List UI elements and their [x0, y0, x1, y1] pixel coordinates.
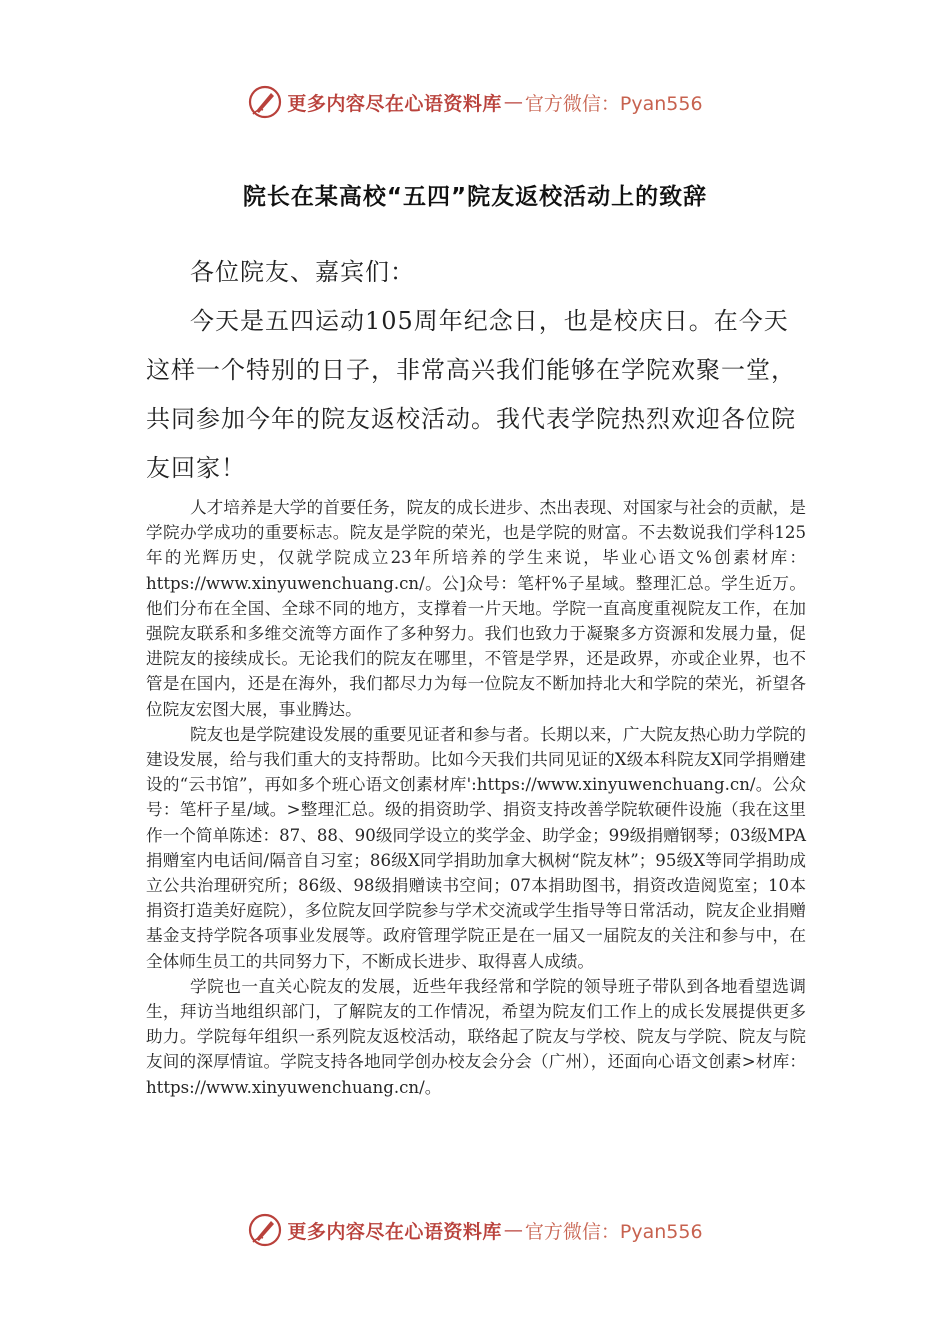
banner-wechat-text: 官方微信：Pyan556	[524, 92, 703, 115]
body-paragraph-1: 人才培养是大学的首要任务，院友的成长进步、杰出表现、对国家与社会的贡献，是学院办学成功的重要标志。院友是学院的荣光，也是学院的财富。不去数说我们学科125年的光辉历史，仅就学院成立23年所培养的学生来说，毕业心语文%创素材库：https://www.xinyuwenchuang.cn/。公]众号：笔杆%子星域。整理汇总。学生近万。他们分布在全国、全球不同的地方，支撑着一片天地。学院一直高度重视院友工作，在加强院友联系和多维交流等方面作了多种努力。我们也致力于凝聚多方资源和发展力量，促进院友的接续成长。无论我们的院友在哪里，不管是学界，还是政界，亦或企业界，也不管是在国内，还是在海外，我们都尽力为每一位院友不断加持北大和学院的荣光，祈望各位院友宏图大展，事业腾达。	[146, 498, 806, 719]
body-paragraph-3: 学院也一直关心院友的发展，近些年我经常和学院的领导班子带队到各地看望选调生，拜访当地组织部门，了解院友的工作情况，希望为院友们工作上的成长发展提供更多助力。学院每年组织一系列院友返校活动，联络起了院友与学校、院友与学院、院友与院友间的深厚情谊。学院支持各地同学创办校友会分会（广州），还面向心语文创素>材库：https://www.xinyuwenchuang.cn/。	[146, 976, 806, 1097]
header-banner	[0, 82, 950, 122]
banner-separator: —	[503, 91, 523, 113]
body-text	[146, 495, 806, 1100]
banner-main-text: 更多内容尽在心语资料库	[287, 92, 502, 115]
quill-logo-icon	[247, 1212, 283, 1248]
greeting: 各位院友、嘉宾们：	[190, 258, 415, 286]
banner-separator: —	[503, 1219, 523, 1241]
banner-main-text: 更多内容尽在心语资料库	[287, 1220, 502, 1243]
body-paragraph-2: 院友也是学院建设发展的重要见证者和参与者。长期以来，广大院友热心助力学院的建设发展，给与我们重大的支持帮助。比如今天我们共同见证的X级本科院友X同学捐赠建设的“云书馆”，再如多个班心语文创素材库':https://www.xinyuwenchuang.cn/。公众号：笔杆子星/域。>整理汇总。级的捐资助学、捐资支持改善学院软硬件设施（我在这里作一个简单陈述：87、88、90级同学设立的奖学金、助学金；99级捐赠钢琴；03级MPA捐赠室内电话间/隔音自习室；86级X同学捐助加拿大枫树“院友林”；95级X等同学捐助成立公共治理研究所；86级、98级捐赠读书空间；07本捐助图书，捐资改造阅览室；10本捐资打造美好庭院），多位院友回学院参与学术交流或学生指导等日常活动，院友企业捐赠基金支持学院各项事业发展等。政府管理学院正是在一届又一届院友的关注和参与中，在全体师生员工的共同努力下，不断成长进步、取得喜人成绩。	[146, 724, 806, 971]
opening-paragraph: 今天是五四运动105周年纪念日，也是校庆日。在今天这样一个特别的日子，非常高兴我们能够在学院欢聚一堂，共同参加今年的院友返校活动。我代表学院热烈欢迎各位院友回家！	[146, 307, 796, 482]
document-title: 院长在某高校“五四”院友返校活动上的致辞	[242, 184, 708, 210]
footer-banner	[0, 1210, 950, 1250]
quill-logo-icon	[247, 84, 283, 120]
banner-wechat-text: 官方微信：Pyan556	[524, 1220, 703, 1243]
